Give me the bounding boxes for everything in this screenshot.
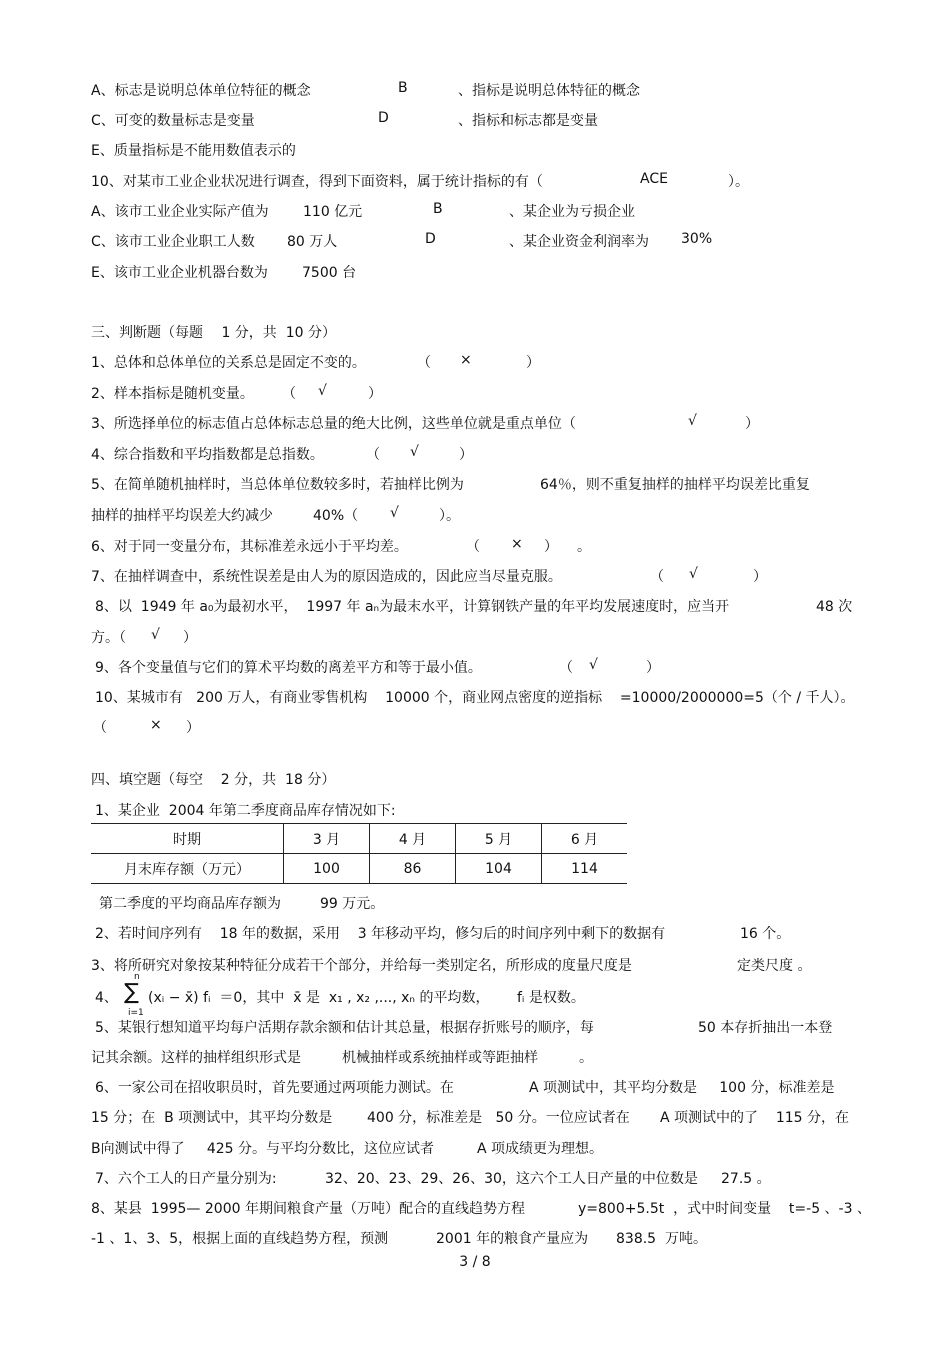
q10-option-c: C、该市工业企业职工人数 xyxy=(91,234,255,250)
q10-close: ）。 xyxy=(728,174,749,190)
judgement-2-close: ） xyxy=(368,386,382,402)
judgement-5-mark: √ xyxy=(390,505,399,521)
q10-option-e-value: 7500 台 xyxy=(302,265,357,281)
table-header-cell: 时期 xyxy=(91,824,284,854)
judgement-9: 9、各个变量值与它们的算术平均数的离差平方和等于最小值。 xyxy=(95,660,482,676)
inventory-table xyxy=(91,823,627,884)
q9-option-b-letter: B xyxy=(398,80,408,96)
judgement-5: 5、在简单随机抽样时，当总体单位数较多时，若抽样比例为 xyxy=(91,477,464,493)
fill-4-num: 4、 xyxy=(95,990,118,1006)
table-header-row xyxy=(91,824,627,854)
fill-5-end: 。 xyxy=(579,1050,593,1066)
judgement-6-mark: × xyxy=(511,536,523,552)
fill-4-tail: fᵢ 是权数。 xyxy=(517,990,585,1006)
judgement-10-open: （ xyxy=(93,720,107,736)
judgement-8: 8、以 1949 年 a₀为最初水平， 1997 年 aₙ为最末水平，计算钢铁产量的年平均发展速度时，应当开 xyxy=(95,599,730,615)
fill-8-line2-mid: 2001 年的粮食产量应为 xyxy=(436,1231,589,1247)
table-header-cell: 3 月 xyxy=(284,824,370,854)
fill-6-line1-cont: A 项测试中，其平均分数是 100 分，标准差是 xyxy=(529,1080,835,1096)
sigma-upper: n xyxy=(134,972,140,982)
judgement-4: 4、综合指数和平均指数都是总指数。 xyxy=(91,447,324,463)
judgement-5-line2: 抽样的抽样平均误差大约减少 xyxy=(91,508,273,524)
judgement-5-close: ）。 xyxy=(439,508,460,524)
judgement-6-close: ） xyxy=(544,539,558,555)
judgement-9-mark: √ xyxy=(589,657,598,673)
fill-6-answer: A 项成绩更为理想。 xyxy=(477,1141,604,1157)
fill-8-line1: 8、某县 1995— 2000 年期间粮食产量（万吨）配合的直线趋势方程 xyxy=(91,1201,525,1217)
fill-1-answer-prefix: 第二季度的平均商品库存额为 xyxy=(99,896,281,912)
judgement-2: 2、样本指标是随机变量。 xyxy=(91,386,254,402)
q10-option-a: A、该市工业企业实际产值为 xyxy=(91,204,269,220)
fill-7: 7、六个工人的日产量分别为: xyxy=(95,1171,277,1187)
table-header-cell: 5 月 xyxy=(456,824,542,854)
q10-option-b-letter: B xyxy=(433,201,443,217)
fill-8-answer: 838.5 万吨。 xyxy=(616,1231,707,1247)
judgement-8-line2: 方。（ xyxy=(91,630,126,646)
q10-option-d-value: 30% xyxy=(681,231,713,247)
fill-6-line2-mid: 400 分，标准差是 50 分。一位应试者在 xyxy=(367,1110,630,1126)
judgement-1-close: ） xyxy=(526,355,540,371)
fill-5-cont: 50 本存折抽出一本登 xyxy=(698,1020,833,1036)
fill-2: 2、若时间序列有 18 年的数据，采用 3 年移动平均，修匀后的时间序列中剩下的数据有 xyxy=(95,926,666,942)
q9-option-c: C、可变的数量标志是变量 xyxy=(91,113,255,129)
section4-heading: 四、填空题（每空 2 分，共 18 分） xyxy=(91,772,336,788)
q10-stem: 10、对某市工业企业状况进行调查，得到下面资料，属于统计指标的有（ xyxy=(91,174,543,190)
judgement-4-open: （ xyxy=(366,447,380,463)
judgement-6-end: 。 xyxy=(577,539,591,555)
judgement-8-mark: √ xyxy=(151,627,160,643)
fill-6-line2: 15 分；在 B 项测试中，其平均分数是 xyxy=(91,1110,333,1126)
judgement-1: 1、总体和总体单位的关系总是固定不变的。 xyxy=(91,355,366,371)
table-cell: 100 xyxy=(284,854,370,884)
fill-5-answer: 机械抽样或系统抽样或等距抽样 xyxy=(342,1050,538,1066)
judgement-4-close: ） xyxy=(459,447,473,463)
fill-6-line2-end: A 项测试中的了 115 分，在 xyxy=(660,1110,849,1126)
q9-option-e: E、质量指标是不能用数值表示的 xyxy=(91,143,296,159)
judgement-1-open: （ xyxy=(417,355,431,371)
judgement-10: 10、某城市有 200 万人，有商业零售机构 10000 个，商业网点密度的逆指标 =10000/2000000=5（个 / 千人）。 xyxy=(95,690,855,706)
table-cell: 86 xyxy=(370,854,456,884)
fill-6-line1: 6、一家公司在招收职员时，首先要通过两项能力测试。在 xyxy=(95,1080,454,1096)
table-header-cell: 6 月 xyxy=(542,824,628,854)
section3-heading: 三、判断题（每题 1 分，共 10 分） xyxy=(91,325,336,341)
fill-7-answer: 27.5 。 xyxy=(721,1171,771,1187)
judgement-7-open: （ xyxy=(650,569,664,585)
judgement-3-close: ） xyxy=(745,416,759,432)
fill-2-answer: 16 个。 xyxy=(740,926,791,942)
sigma-symbol: ∑ xyxy=(124,980,139,1005)
q9-option-d: 、指标和标志都是变量 xyxy=(458,113,598,129)
q10-option-d: 、某企业资金利润率为 xyxy=(509,234,649,250)
fill-8-line2: -1 、1、3、5，根据上面的直线趋势方程，预测 xyxy=(91,1231,389,1247)
q9-option-a: A、标志是说明总体单位特征的概念 xyxy=(91,83,311,99)
table-cell: 月末库存额（万元） xyxy=(91,854,284,884)
q9-option-d-letter: D xyxy=(378,110,389,126)
judgement-7-mark: √ xyxy=(689,566,698,582)
q9-option-b: 、指标是说明总体特征的概念 xyxy=(458,83,640,99)
fill-3-answer: 定类尺度 。 xyxy=(737,958,812,974)
judgement-5-cont: 64％，则不重复抽样的抽样平均误差比重复 xyxy=(540,477,810,493)
judgement-9-open: （ xyxy=(559,660,573,676)
q10-option-b: 、某企业为亏损企业 xyxy=(509,204,635,220)
judgement-3-mark: √ xyxy=(688,413,697,429)
table-row xyxy=(91,854,627,884)
q10-option-c-value: 80 万人 xyxy=(287,234,338,250)
fill-3: 3、将所研究对象按某种特征分成若干个部分，并给每一类别定名，所形成的度量尺度是 xyxy=(91,958,632,974)
judgement-6-open: （ xyxy=(466,539,480,555)
judgement-10-close: ） xyxy=(186,720,200,736)
q10-option-d-letter: D xyxy=(425,231,436,247)
fill-7-cont: 32、20、23、29、26、30，这六个工人日产量的中位数是 xyxy=(325,1171,698,1187)
fill-5: 5、某银行想知道平均每户活期存款余额和估计其总量，根据存折账号的顺序，每 xyxy=(95,1020,594,1036)
judgement-7-close: ） xyxy=(753,569,767,585)
fill-1-answer: 99 万元。 xyxy=(320,896,385,912)
fill-8-line1-cont: y=800+5.5t ，式中时间变量 t=-5 、-3 、 xyxy=(578,1201,871,1217)
q10-option-a-value: 110 亿元 xyxy=(303,204,363,220)
table-cell: 104 xyxy=(456,854,542,884)
q10-answer: ACE xyxy=(640,171,668,187)
fill-6-line3: B向测试中得了 425 分。与平均分数比，这位应试者 xyxy=(91,1141,435,1157)
judgement-8-cont: 48 次 xyxy=(816,599,853,615)
page-number: 3 / 8 xyxy=(459,1254,491,1270)
judgement-2-mark: √ xyxy=(318,383,327,399)
judgement-6: 6、对于同一变量分布，其标准差永远小于平均差。 xyxy=(91,539,408,555)
judgement-10-mark: × xyxy=(150,717,162,733)
table-cell: 114 xyxy=(542,854,628,884)
judgement-5-percent: 40%（ xyxy=(313,508,359,524)
judgement-7: 7、在抽样调查中，系统性误差是由人为的原因造成的，因此应当尽量克服。 xyxy=(91,569,562,585)
fill-5-line2: 记其余额。这样的抽样组织形式是 xyxy=(91,1050,301,1066)
judgement-4-mark: √ xyxy=(410,444,419,460)
judgement-8-close: ） xyxy=(183,630,197,646)
judgement-9-close: ） xyxy=(646,660,660,676)
fill-1-stem: 1、某企业 2004 年第二季度商品库存情况如下: xyxy=(95,803,396,819)
judgement-3: 3、所选择单位的标志值占总体标志总量的绝大比例，这些单位就是重点单位（ xyxy=(91,416,576,432)
sigma-lower: i=1 xyxy=(128,1008,144,1018)
table-header-cell: 4 月 xyxy=(370,824,456,854)
judgement-2-open: （ xyxy=(282,386,296,402)
q10-option-e: E、该市工业企业机器台数为 xyxy=(91,265,268,281)
fill-4-expr: (xᵢ − x̄) fᵢ ＝0，其中 x̄ 是 x₁ , x₂ ,..., xₙ 的平均数， xyxy=(148,990,490,1006)
judgement-1-mark: × xyxy=(460,352,472,368)
